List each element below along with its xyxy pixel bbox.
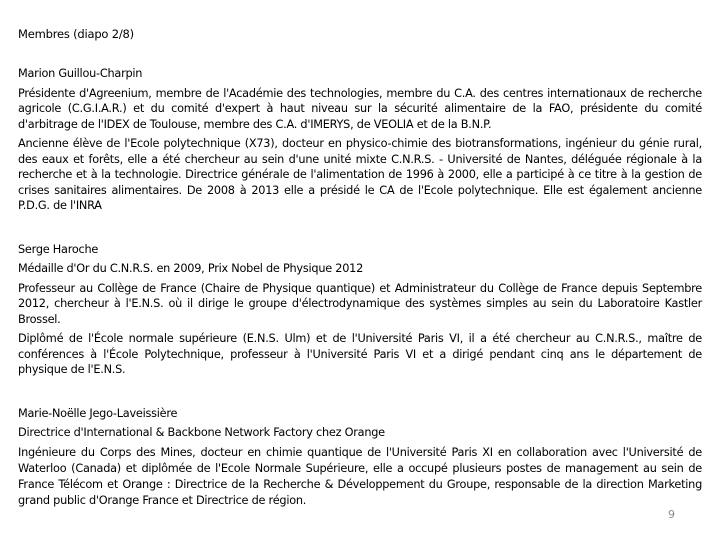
member-paragraph: Médaille d'Or du C.N.R.S. en 2009, Prix Nobel de Physique 2012	[18, 262, 364, 275]
member-paragraph: Présidente d'Agreenium, membre de l'Académie des technologies, membre du C.A. des centres internationaux de recherche agricole (C.G.I.A.R.) et du comité d'expert à haut niveau sur la sécurité alimentaire de la FAO, présidente du comité d'arbitrage de l'IDEX de Toulouse, membre des C.A. d'IMERYS, de VEOLIA et de la B.N.P.	[18, 86, 702, 131]
member-name: Marie-Noëlle Jego-Laveissière	[18, 406, 178, 420]
member-block-guillou	[18, 66, 702, 214]
page-number: 9	[668, 508, 675, 521]
member-paragraph: Diplômé de l'École normale supérieure (E.N.S. Ulm) et de l'Université Paris VI, il a été chercheur au C.N.R.S., maître de conférences à l'École Polytechnique, professeur à l'Université Paris VI et a dirigé pendant cinq ans le département de physique de l'E.N.S.	[18, 332, 702, 376]
member-paragraph: Directrice d'International & Backbone Network Factory chez Orange	[18, 426, 385, 439]
member-name: Marion Guillou-Charpin	[18, 67, 143, 80]
member-paragraph: Ancienne élève de l'Ecole polytechnique (X73), docteur en physico-chimie des biotransformations, ingénieur du génie rural, des eaux et forêts, elle a été chercheur au sein d'une unité mixte C.N.R.S. - Université de Nantes, déléguée régionale à la recherche et à la technologie. Directrice générale de l'alimentation de 1996 à 2000, elle a participé à ce titre à la gestion de crises sanitaires alimentaires. De 2008 à 2013 elle a présidé le CA de l'Ecole polytechnique. Elle est également ancienne P.D.G. de l'INRA	[18, 137, 702, 212]
member-name: Serge Haroche	[18, 242, 99, 256]
slide-heading: Membres (diapo 2/8)	[18, 27, 134, 41]
member-paragraph: Professeur au Collège de France (Chaire de Physique quantique) et Administrateur du Collège de France depuis Septembre 2012, chercheur à l'E.N.S. où il dirige le groupe d'électrodynamique des systèmes simples au sein du Laboratoire Kastler Brossel.	[18, 281, 702, 326]
member-block-haroche	[18, 242, 702, 378]
members-list	[18, 66, 702, 537]
member-block-jego-laveissiere	[18, 406, 702, 510]
member-paragraph: Ingénieure du Corps des Mines, docteur en chimie quantique de l'Université Paris XI en collaboration avec l'Université de Waterloo (Canada) et diplômée de l'Ecole Normale Supérieure, elle a occupé plusieurs postes de management au sein de France Télécom et Orange : Directrice de la Recherche & Développement du Groupe, responsable de la direction Marketing grand public d'Orange France et Directrice de région.	[18, 446, 702, 508]
